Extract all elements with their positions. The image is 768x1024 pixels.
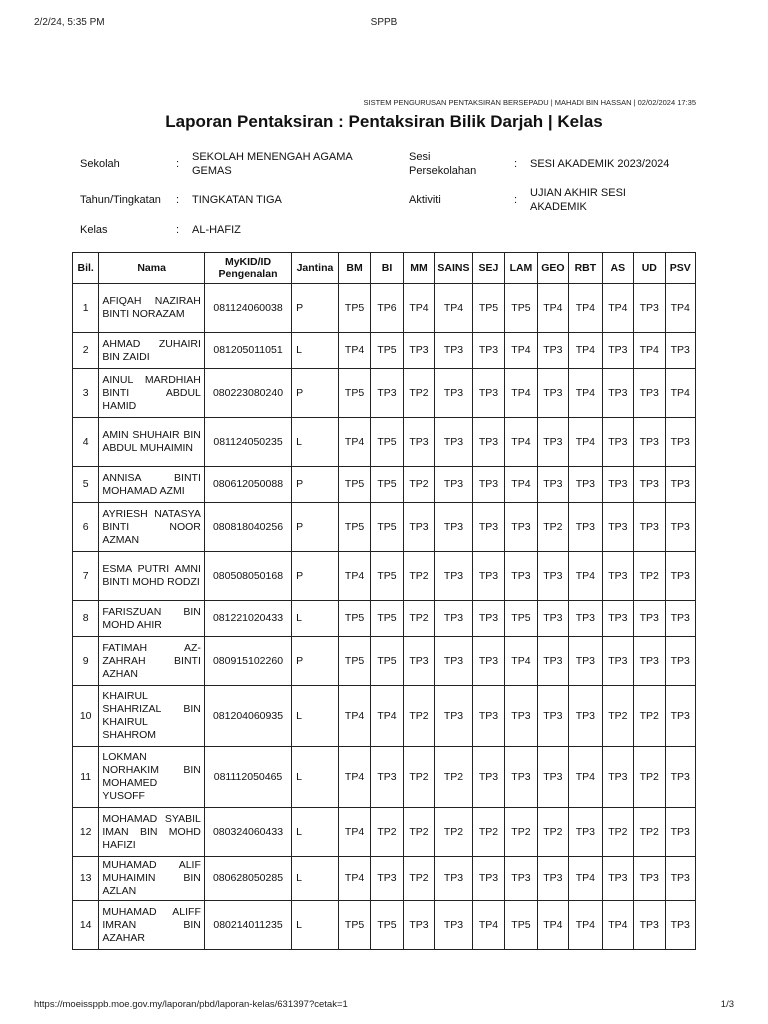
cell-grade-geo: TP3 <box>537 857 568 901</box>
col-header-11: RBT <box>569 253 602 284</box>
cell-mykid: 080508050168 <box>204 552 291 601</box>
cell-jantina: P <box>292 637 339 686</box>
cell-grade-sej: TP3 <box>472 333 504 369</box>
cell-grade-as: TP3 <box>602 857 633 901</box>
cell-grade-rbt: TP3 <box>569 686 602 747</box>
cell-grade-bi: TP6 <box>371 284 403 333</box>
cell-grade-mm: TP2 <box>403 686 434 747</box>
cell-grade-bi: TP4 <box>371 686 403 747</box>
cell-grade-geo: TP4 <box>537 284 568 333</box>
cell-grade-sej: TP2 <box>472 808 504 857</box>
report-title: Laporan Pentaksiran : Pentaksiran Bilik Darjah | Kelas <box>165 112 603 131</box>
cell-grade-bm: TP4 <box>338 333 370 369</box>
cell-grade-bm: TP5 <box>338 503 370 552</box>
cell-jantina: L <box>292 747 339 808</box>
cell-grade-lam: TP4 <box>505 333 537 369</box>
cell-grade-sains: TP3 <box>435 857 473 901</box>
cell-grade-rbt: TP3 <box>569 637 602 686</box>
cell-grade-sains: TP3 <box>435 467 473 503</box>
cell-grade-ud: TP2 <box>634 747 665 808</box>
cell-nama: AINUL MARDHIAH BINTI ABDUL HAMID <box>99 369 205 418</box>
cell-grade-mm: TP2 <box>403 369 434 418</box>
cell-grade-rbt: TP4 <box>569 333 602 369</box>
cell-grade-lam: TP4 <box>505 637 537 686</box>
tingkatan-colon: : <box>176 194 180 206</box>
cell-nama: MOHAMAD SYABIL IMAN BIN MOHD HAFIZI <box>99 808 205 857</box>
col-header-0: Bil. <box>73 253 99 284</box>
cell-jantina: L <box>292 418 339 467</box>
cell-grade-rbt: TP4 <box>569 552 602 601</box>
kelas-label: Kelas <box>80 224 108 236</box>
cell-grade-bi: TP3 <box>371 857 403 901</box>
cell-nama: AFIQAH NAZIRAH BINTI NORAZAM <box>99 284 205 333</box>
cell-grade-geo: TP3 <box>537 467 568 503</box>
cell-mykid: 080818040256 <box>204 503 291 552</box>
cell-grade-lam: TP5 <box>505 284 537 333</box>
cell-bil: 8 <box>73 601 99 637</box>
col-header-10: GEO <box>537 253 568 284</box>
cell-grade-mm: TP2 <box>403 552 434 601</box>
cell-grade-rbt: TP4 <box>569 284 602 333</box>
cell-jantina: P <box>292 552 339 601</box>
cell-grade-bi: TP5 <box>371 552 403 601</box>
cell-grade-geo: TP3 <box>537 747 568 808</box>
cell-grade-bm: TP5 <box>338 284 370 333</box>
cell-bil: 7 <box>73 552 99 601</box>
cell-grade-sains: TP3 <box>435 333 473 369</box>
cell-grade-lam: TP3 <box>505 747 537 808</box>
cell-grade-sej: TP3 <box>472 686 504 747</box>
cell-mykid: 080612050088 <box>204 467 291 503</box>
table-row <box>73 552 696 601</box>
cell-grade-geo: TP2 <box>537 503 568 552</box>
cell-grade-psv: TP3 <box>665 601 696 637</box>
cell-grade-bi: TP5 <box>371 467 403 503</box>
cell-bil: 10 <box>73 686 99 747</box>
aktiviti-label: Aktiviti <box>409 194 441 206</box>
cell-grade-as: TP3 <box>602 333 633 369</box>
cell-grade-sej: TP3 <box>472 552 504 601</box>
cell-jantina: L <box>292 601 339 637</box>
aktiviti-value: UJIAN AKHIR SESI AKADEMIK <box>530 187 626 213</box>
cell-grade-rbt: TP3 <box>569 601 602 637</box>
cell-grade-mm: TP2 <box>403 747 434 808</box>
cell-grade-bm: TP4 <box>338 747 370 808</box>
cell-grade-bi: TP5 <box>371 637 403 686</box>
cell-grade-ud: TP2 <box>634 686 665 747</box>
print-page-title: SPPB <box>370 17 398 28</box>
cell-grade-sej: TP3 <box>472 418 504 467</box>
cell-grade-as: TP3 <box>602 467 633 503</box>
cell-bil: 4 <box>73 418 99 467</box>
cell-grade-mm: TP3 <box>403 901 434 950</box>
table-row <box>73 418 696 467</box>
cell-grade-lam: TP5 <box>505 901 537 950</box>
cell-grade-bm: TP4 <box>338 857 370 901</box>
cell-jantina: P <box>292 503 339 552</box>
cell-nama: MUHAMAD ALIF MUHAIMIN BIN AZLAN <box>99 857 205 901</box>
cell-nama: KHAIRUL SHAHRIZAL BIN KHAIRUL SHAHROM <box>99 686 205 747</box>
cell-grade-mm: TP2 <box>403 857 434 901</box>
cell-grade-sains: TP3 <box>435 601 473 637</box>
sesi-label: Sesi Persekolahan <box>409 151 477 177</box>
sesi-value: SESI AKADEMIK 2023/2024 <box>530 158 670 170</box>
table-row <box>73 686 696 747</box>
cell-grade-psv: TP3 <box>665 808 696 857</box>
cell-bil: 3 <box>73 369 99 418</box>
cell-grade-ud: TP3 <box>634 637 665 686</box>
cell-grade-lam: TP2 <box>505 808 537 857</box>
cell-jantina: L <box>292 333 339 369</box>
tingkatan-value: TINGKATAN TIGA <box>192 194 282 206</box>
cell-grade-psv: TP3 <box>665 552 696 601</box>
table-row <box>73 637 696 686</box>
system-user-line: SISTEM PENGURUSAN PENTAKSIRAN BERSEPADU | MAHADI BIN HASSAN | 02/02/2024 17:35 <box>363 98 696 107</box>
cell-grade-bm: TP5 <box>338 369 370 418</box>
cell-grade-bm: TP4 <box>338 686 370 747</box>
col-header-2: MyKID/ID Pengenalan <box>204 253 291 284</box>
table-row <box>73 333 696 369</box>
cell-bil: 14 <box>73 901 99 950</box>
cell-grade-sej: TP3 <box>472 503 504 552</box>
cell-grade-as: TP3 <box>602 503 633 552</box>
cell-nama: AYRIESH NATASYA BINTI NOOR AZMAN <box>99 503 205 552</box>
sekolah-colon: : <box>176 158 180 170</box>
cell-grade-psv: TP3 <box>665 418 696 467</box>
table-row <box>73 467 696 503</box>
cell-mykid: 080223080240 <box>204 369 291 418</box>
cell-nama: AHMAD ZUHAIRI BIN ZAIDI <box>99 333 205 369</box>
cell-grade-ud: TP3 <box>634 901 665 950</box>
cell-grade-psv: TP3 <box>665 901 696 950</box>
cell-grade-ud: TP3 <box>634 601 665 637</box>
col-header-5: BI <box>371 253 403 284</box>
cell-jantina: L <box>292 808 339 857</box>
cell-grade-sej: TP3 <box>472 369 504 418</box>
cell-grade-as: TP3 <box>602 418 633 467</box>
sekolah-value: SEKOLAH MENENGAH AGAMA GEMAS <box>192 151 353 177</box>
cell-grade-geo: TP3 <box>537 637 568 686</box>
cell-bil: 13 <box>73 857 99 901</box>
cell-grade-lam: TP5 <box>505 601 537 637</box>
cell-grade-geo: TP3 <box>537 601 568 637</box>
cell-grade-geo: TP4 <box>537 901 568 950</box>
cell-grade-sains: TP2 <box>435 747 473 808</box>
cell-grade-psv: TP3 <box>665 747 696 808</box>
col-header-6: MM <box>403 253 434 284</box>
kelas-value: AL-HAFIZ <box>192 224 241 236</box>
table-row <box>73 369 696 418</box>
col-header-9: LAM <box>505 253 537 284</box>
cell-bil: 2 <box>73 333 99 369</box>
cell-grade-psv: TP3 <box>665 333 696 369</box>
table-row <box>73 284 696 333</box>
cell-nama: FARISZUAN BIN MOHD AHIR <box>99 601 205 637</box>
cell-bil: 1 <box>73 284 99 333</box>
aktiviti-colon: : <box>514 194 518 206</box>
cell-grade-bi: TP5 <box>371 901 403 950</box>
col-header-14: PSV <box>665 253 696 284</box>
cell-grade-psv: TP3 <box>665 857 696 901</box>
cell-grade-bm: TP5 <box>338 467 370 503</box>
page-url: https://moeissppb.moe.gov.my/laporan/pbd/laporan-kelas/631397?cetak=1 <box>34 999 348 1010</box>
cell-grade-bi: TP2 <box>371 808 403 857</box>
cell-grade-mm: TP4 <box>403 284 434 333</box>
cell-grade-sej: TP3 <box>472 637 504 686</box>
cell-grade-as: TP3 <box>602 637 633 686</box>
print-datetime: 2/2/24, 5:35 PM <box>34 17 105 28</box>
col-header-8: SEJ <box>472 253 504 284</box>
cell-grade-bm: TP4 <box>338 418 370 467</box>
cell-bil: 9 <box>73 637 99 686</box>
cell-bil: 12 <box>73 808 99 857</box>
cell-mykid: 080628050285 <box>204 857 291 901</box>
cell-grade-lam: TP3 <box>505 552 537 601</box>
cell-grade-sains: TP2 <box>435 808 473 857</box>
cell-grade-mm: TP2 <box>403 467 434 503</box>
cell-grade-ud: TP2 <box>634 808 665 857</box>
cell-nama: ESMA PUTRI AMNI BINTI MOHD RODZI <box>99 552 205 601</box>
cell-bil: 11 <box>73 747 99 808</box>
cell-grade-bm: TP5 <box>338 637 370 686</box>
cell-grade-ud: TP2 <box>634 552 665 601</box>
cell-grade-geo: TP3 <box>537 418 568 467</box>
cell-jantina: P <box>292 284 339 333</box>
cell-nama: ANNISA BINTI MOHAMAD AZMI <box>99 467 205 503</box>
cell-grade-mm: TP2 <box>403 601 434 637</box>
cell-grade-sej: TP3 <box>472 857 504 901</box>
cell-grade-rbt: TP3 <box>569 467 602 503</box>
table-row <box>73 857 696 901</box>
cell-nama: FATIMAH AZ-ZAHRAH BINTI AZHAN <box>99 637 205 686</box>
cell-grade-rbt: TP4 <box>569 857 602 901</box>
cell-grade-mm: TP3 <box>403 333 434 369</box>
cell-grade-rbt: TP4 <box>569 418 602 467</box>
cell-grade-bi: TP5 <box>371 503 403 552</box>
cell-grade-geo: TP3 <box>537 369 568 418</box>
cell-grade-bi: TP3 <box>371 369 403 418</box>
cell-grade-as: TP3 <box>602 552 633 601</box>
col-header-7: SAINS <box>435 253 473 284</box>
cell-grade-bm: TP4 <box>338 808 370 857</box>
cell-grade-sains: TP3 <box>435 369 473 418</box>
cell-grade-psv: TP3 <box>665 686 696 747</box>
cell-grade-rbt: TP3 <box>569 808 602 857</box>
cell-grade-sej: TP5 <box>472 284 504 333</box>
table-row <box>73 747 696 808</box>
cell-grade-bm: TP5 <box>338 901 370 950</box>
cell-grade-mm: TP3 <box>403 418 434 467</box>
cell-mykid: 081221020433 <box>204 601 291 637</box>
table-row <box>73 808 696 857</box>
cell-grade-ud: TP3 <box>634 503 665 552</box>
cell-grade-sej: TP3 <box>472 601 504 637</box>
cell-jantina: P <box>292 369 339 418</box>
cell-grade-ud: TP3 <box>634 418 665 467</box>
cell-grade-rbt: TP4 <box>569 369 602 418</box>
col-header-1: Nama <box>99 253 205 284</box>
cell-bil: 6 <box>73 503 99 552</box>
page-number: 1/3 <box>720 999 734 1010</box>
table-row <box>73 901 696 950</box>
cell-grade-ud: TP3 <box>634 369 665 418</box>
cell-mykid: 081204060935 <box>204 686 291 747</box>
cell-grade-sains: TP3 <box>435 552 473 601</box>
cell-grade-as: TP4 <box>602 901 633 950</box>
cell-grade-psv: TP3 <box>665 503 696 552</box>
table-row <box>73 601 696 637</box>
table-body <box>73 284 696 950</box>
cell-grade-ud: TP3 <box>634 284 665 333</box>
col-header-13: UD <box>634 253 665 284</box>
table-header-row <box>73 253 696 284</box>
cell-nama: AMIN SHUHAIR BIN ABDUL MUHAIMIN <box>99 418 205 467</box>
cell-grade-as: TP3 <box>602 601 633 637</box>
cell-grade-bi: TP5 <box>371 333 403 369</box>
cell-grade-bi: TP5 <box>371 601 403 637</box>
cell-grade-lam: TP3 <box>505 857 537 901</box>
tingkatan-label: Tahun/Tingkatan <box>80 194 161 206</box>
cell-mykid: 080324060433 <box>204 808 291 857</box>
cell-grade-lam: TP3 <box>505 503 537 552</box>
sesi-colon: : <box>514 158 518 170</box>
cell-grade-as: TP4 <box>602 284 633 333</box>
cell-grade-rbt: TP4 <box>569 901 602 950</box>
cell-grade-bi: TP5 <box>371 418 403 467</box>
cell-mykid: 080214011235 <box>204 901 291 950</box>
cell-grade-sains: TP4 <box>435 284 473 333</box>
cell-grade-mm: TP3 <box>403 637 434 686</box>
cell-grade-as: TP3 <box>602 747 633 808</box>
cell-grade-geo: TP2 <box>537 808 568 857</box>
grades-table <box>72 252 696 950</box>
cell-grade-ud: TP3 <box>634 857 665 901</box>
cell-grade-bm: TP4 <box>338 552 370 601</box>
cell-grade-sains: TP3 <box>435 418 473 467</box>
cell-grade-ud: TP4 <box>634 333 665 369</box>
col-header-3: Jantina <box>292 253 339 284</box>
cell-grade-lam: TP4 <box>505 467 537 503</box>
cell-grade-as: TP2 <box>602 808 633 857</box>
cell-grade-mm: TP2 <box>403 808 434 857</box>
cell-jantina: L <box>292 857 339 901</box>
cell-grade-lam: TP4 <box>505 418 537 467</box>
cell-grade-as: TP2 <box>602 686 633 747</box>
cell-grade-psv: TP3 <box>665 467 696 503</box>
cell-mykid: 081124060038 <box>204 284 291 333</box>
cell-mykid: 080915102260 <box>204 637 291 686</box>
cell-jantina: L <box>292 686 339 747</box>
cell-grade-sej: TP3 <box>472 467 504 503</box>
cell-grade-geo: TP3 <box>537 686 568 747</box>
table-row <box>73 503 696 552</box>
cell-grade-sains: TP3 <box>435 901 473 950</box>
cell-grade-geo: TP3 <box>537 333 568 369</box>
cell-grade-sej: TP3 <box>472 747 504 808</box>
cell-bil: 5 <box>73 467 99 503</box>
cell-grade-psv: TP3 <box>665 637 696 686</box>
cell-nama: LOKMAN NORHAKIM BIN MOHAMED YUSOFF <box>99 747 205 808</box>
cell-mykid: 081124050235 <box>204 418 291 467</box>
cell-grade-sains: TP3 <box>435 637 473 686</box>
cell-grade-lam: TP3 <box>505 686 537 747</box>
sekolah-label: Sekolah <box>80 158 120 170</box>
kelas-colon: : <box>176 224 180 236</box>
cell-grade-as: TP3 <box>602 369 633 418</box>
cell-grade-rbt: TP4 <box>569 747 602 808</box>
cell-grade-psv: TP4 <box>665 284 696 333</box>
cell-grade-geo: TP3 <box>537 552 568 601</box>
cell-jantina: L <box>292 901 339 950</box>
cell-grade-psv: TP4 <box>665 369 696 418</box>
cell-nama: MUHAMAD ALIFF IMRAN BIN AZAHAR <box>99 901 205 950</box>
cell-grade-lam: TP4 <box>505 369 537 418</box>
cell-grade-bm: TP5 <box>338 601 370 637</box>
cell-jantina: P <box>292 467 339 503</box>
print-footer <box>34 999 734 1010</box>
cell-grade-mm: TP3 <box>403 503 434 552</box>
cell-mykid: 081205011051 <box>204 333 291 369</box>
cell-grade-sej: TP4 <box>472 901 504 950</box>
cell-grade-bi: TP3 <box>371 747 403 808</box>
col-header-4: BM <box>338 253 370 284</box>
cell-grade-sains: TP3 <box>435 686 473 747</box>
cell-grade-ud: TP3 <box>634 467 665 503</box>
col-header-12: AS <box>602 253 633 284</box>
cell-grade-rbt: TP3 <box>569 503 602 552</box>
cell-grade-sains: TP3 <box>435 503 473 552</box>
cell-mykid: 081112050465 <box>204 747 291 808</box>
